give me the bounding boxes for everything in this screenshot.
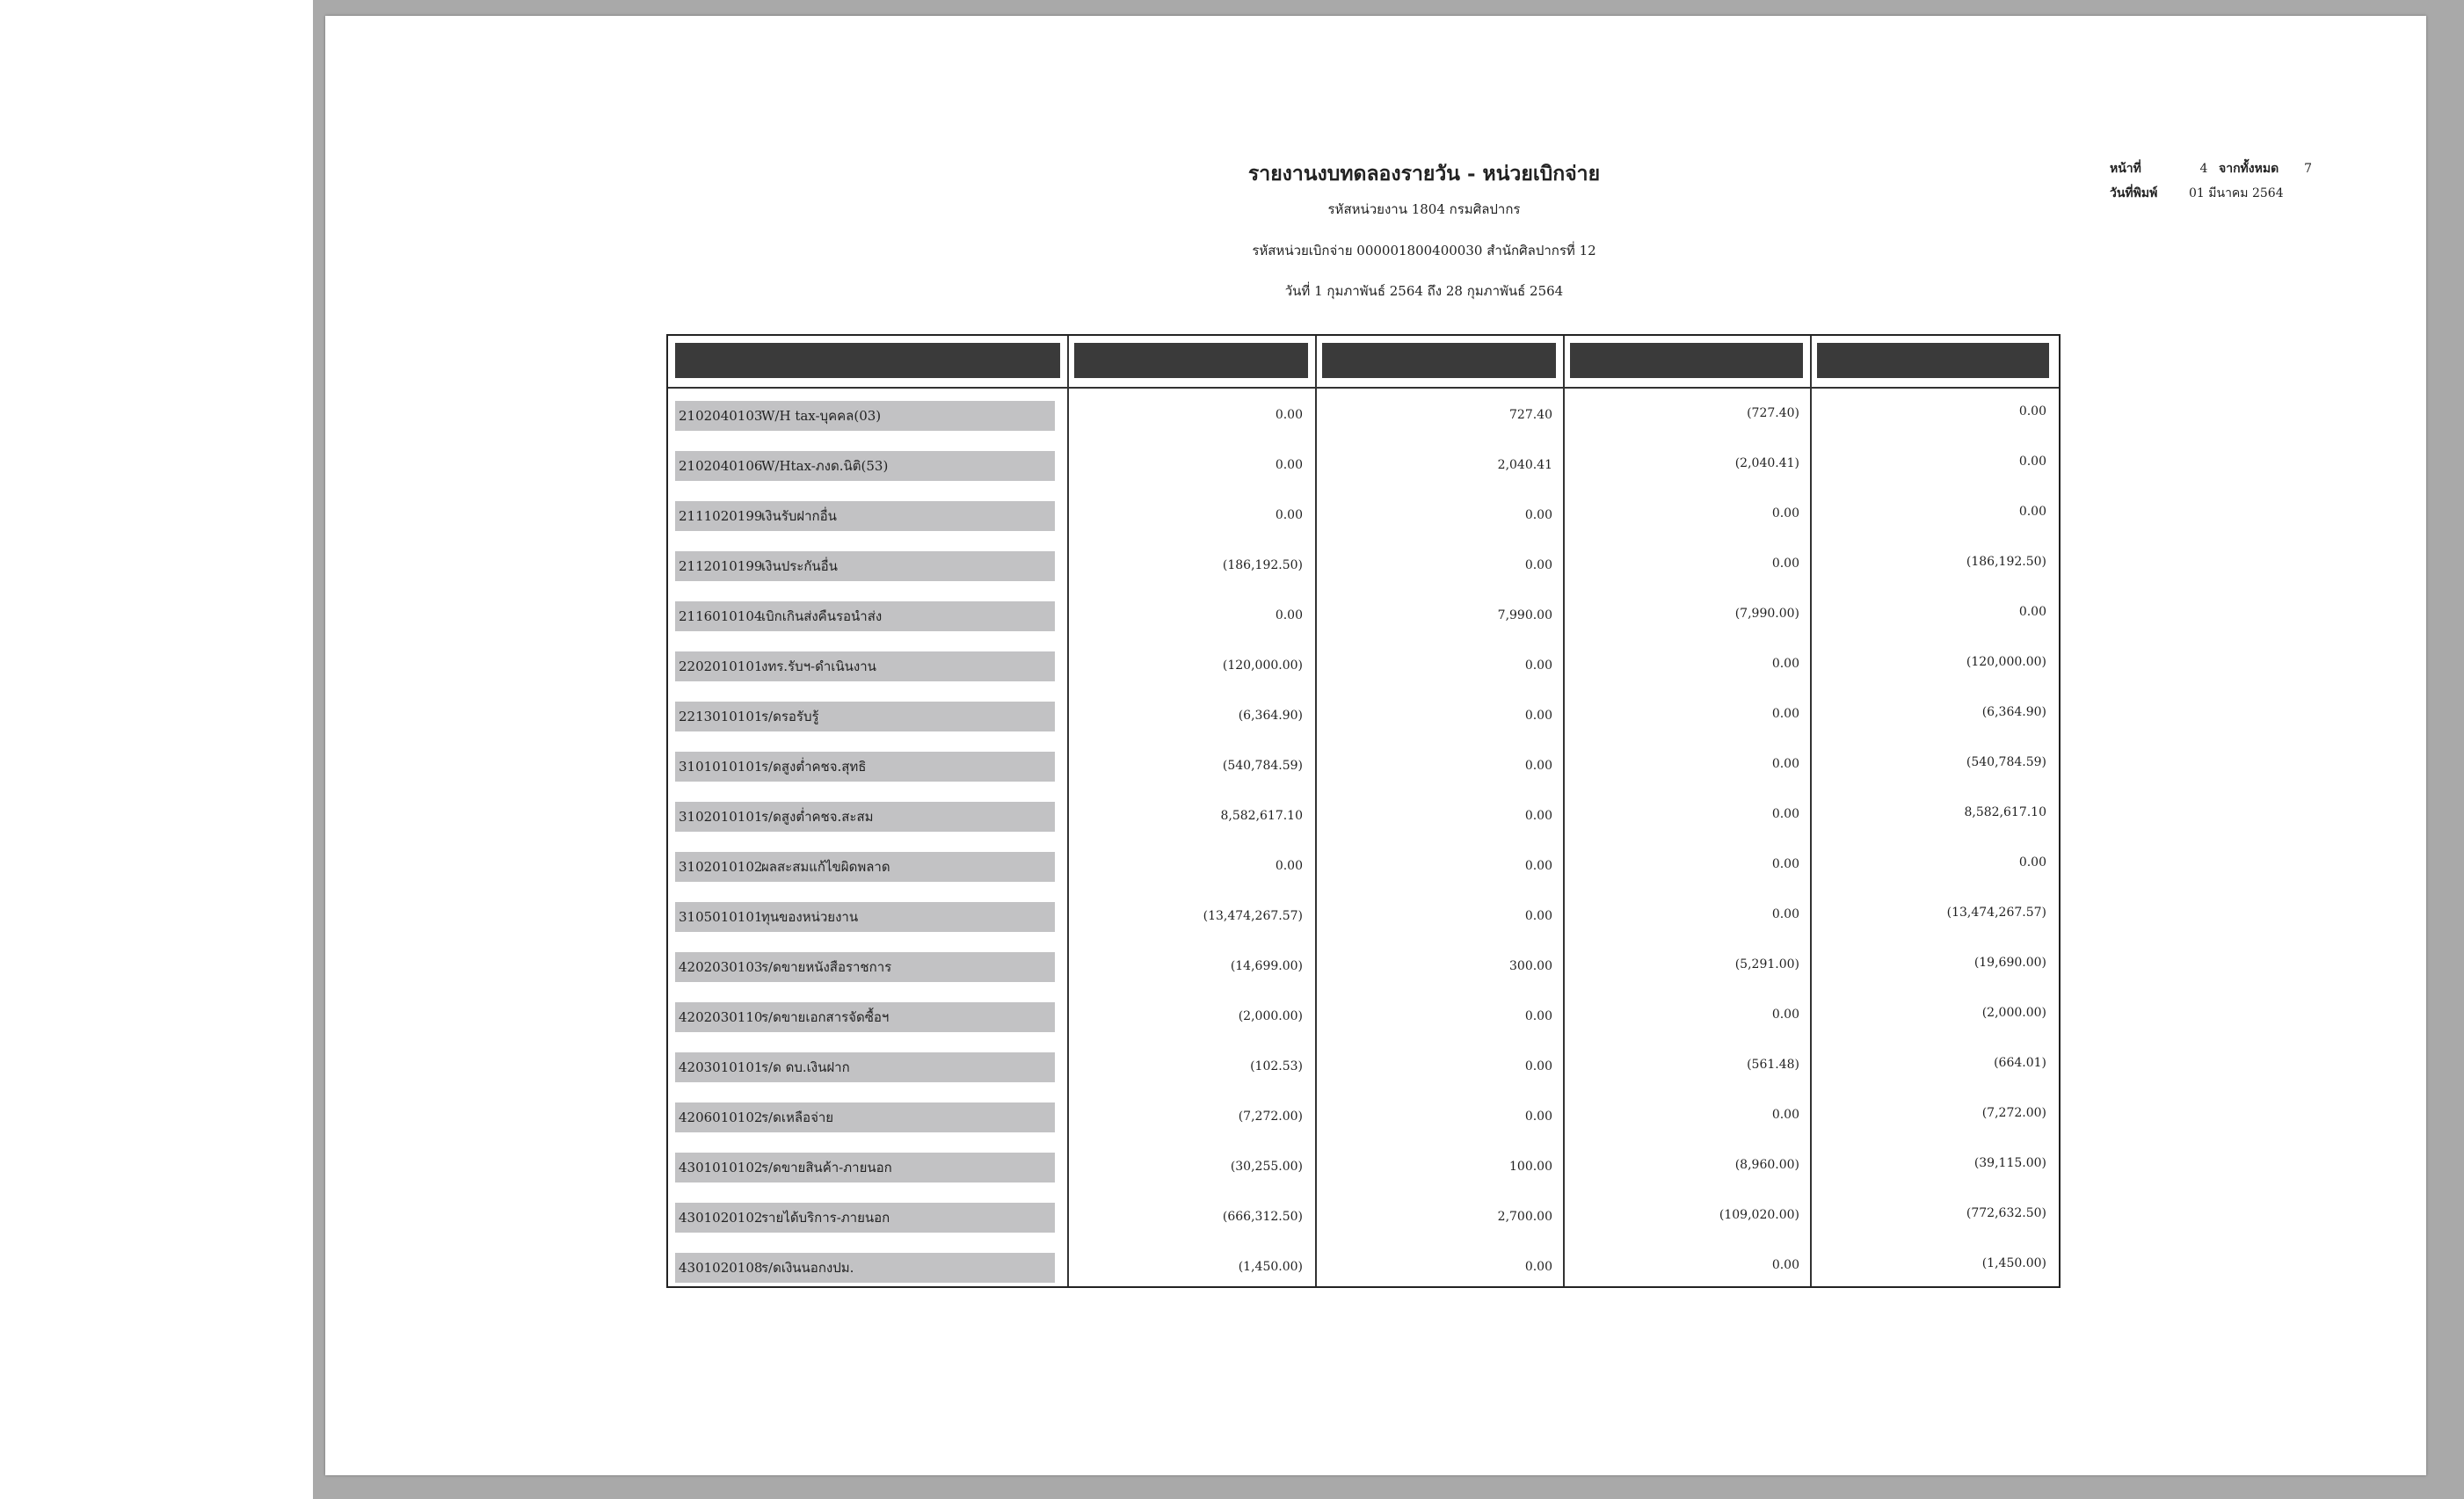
account-code: 3102010101 <box>679 809 763 825</box>
header-col3-blackout <box>1570 343 1803 378</box>
table-row <box>668 491 2059 541</box>
amount-cell-col4: 0.00 <box>2018 505 2046 519</box>
account-cell <box>675 501 1055 531</box>
amount-cell-col1: 0.00 <box>1275 408 1303 422</box>
table-row <box>668 1042 2059 1092</box>
account-name: งทร.รับฯ-ดำเนินงาน <box>761 659 876 674</box>
account-name: รายได้บริการ-ภายนอก <box>761 1210 890 1226</box>
amount-cell-col2: 0.00 <box>1524 759 1552 773</box>
amount-cell-col3: (8,960.00) <box>1734 1158 1799 1172</box>
account-code: 2111020199 <box>679 508 763 524</box>
amount-cell-col1: (14,699.00) <box>1230 959 1303 973</box>
account-code: 4301010102 <box>679 1160 763 1175</box>
page-meta <box>2110 156 2321 206</box>
account-cell <box>675 1253 1055 1283</box>
amount-cell-col4: (6,364.90) <box>1981 705 2046 719</box>
amount-cell-col1: (120,000.00) <box>1222 659 1303 673</box>
table-row <box>668 992 2059 1042</box>
amount-cell-col1: (7,272.00) <box>1238 1110 1303 1124</box>
amount-cell-col4: (120,000.00) <box>1966 655 2046 669</box>
account-code: 2202010101 <box>679 659 763 674</box>
table-row <box>668 440 2059 491</box>
amount-cell-col1: 0.00 <box>1275 508 1303 522</box>
account-name: ร/ดรอรับรู้ <box>761 709 819 724</box>
amount-cell-col3: 0.00 <box>1771 857 1799 871</box>
account-code: 4202030110 <box>679 1009 763 1025</box>
amount-cell-col3: 0.00 <box>1771 1108 1799 1122</box>
account-code: 4301020108 <box>679 1260 763 1276</box>
amount-cell-col1: (186,192.50) <box>1222 558 1303 572</box>
header-col2-blackout <box>1322 343 1556 378</box>
account-cell <box>675 551 1055 581</box>
account-name: ร/ด ดบ.เงินฝาก <box>761 1059 850 1075</box>
page-label: หน้าที่ <box>2110 162 2141 176</box>
print-date: 01 มีนาคม 2564 <box>2189 186 2284 200</box>
amount-cell-col3: 0.00 <box>1771 707 1799 721</box>
account-cell <box>675 852 1055 882</box>
account-cell <box>675 1052 1055 1082</box>
amount-cell-col2: 0.00 <box>1524 508 1552 522</box>
table-row <box>668 541 2059 591</box>
amount-cell-col1: 8,582,617.10 <box>1220 809 1303 823</box>
total-label: จากทั้งหมด <box>2219 162 2279 176</box>
amount-cell-col1: (6,364.90) <box>1238 709 1303 723</box>
amount-cell-col1: 0.00 <box>1275 458 1303 472</box>
account-code: 2102040106 <box>679 458 763 474</box>
table-row <box>668 741 2059 791</box>
account-name: ร/ดเงินนอกงปม. <box>761 1260 854 1276</box>
account-name: ร/ดขายเอกสารจัดซื้อฯ <box>761 1009 890 1025</box>
account-code: 4203010101 <box>679 1059 763 1075</box>
agency-line: รหัสหน่วยงาน 1804 กรมศิลปากร <box>1327 201 1521 217</box>
table-row <box>668 390 2059 440</box>
amount-cell-col4: (772,632.50) <box>1966 1206 2046 1220</box>
amount-cell-col2: 0.00 <box>1524 709 1552 723</box>
account-cell <box>675 902 1055 932</box>
table-row <box>668 1142 2059 1192</box>
account-cell <box>675 651 1055 681</box>
disbursement-unit-line: รหัสหน่วยเบิกจ่าย 000001800400030 สำนักศิลปากรที่ 12 <box>1252 243 1596 258</box>
account-name: W/H tax-บุคคล(03) <box>761 408 882 424</box>
account-code: 2116010104 <box>679 608 763 624</box>
total-pages: 7 <box>2304 162 2312 176</box>
account-name: ร/ดขายสินค้า-ภายนอก <box>761 1160 892 1175</box>
account-code: 4202030103 <box>679 959 763 975</box>
account-cell <box>675 752 1055 782</box>
amount-cell-col2: 0.00 <box>1524 1009 1552 1023</box>
account-code: 3105010101 <box>679 909 763 925</box>
header-col4-blackout <box>1817 343 2049 378</box>
table-row <box>668 891 2059 942</box>
amount-cell-col4: (2,000.00) <box>1981 1006 2046 1020</box>
amount-cell-col2: 0.00 <box>1524 909 1552 923</box>
amount-cell-col2: 727.40 <box>1509 408 1552 422</box>
header-col1-blackout <box>1074 343 1308 378</box>
amount-cell-col2: 0.00 <box>1524 558 1552 572</box>
print-date-label: วันที่พิมพ์ <box>2110 186 2158 200</box>
amount-cell-col3: (727.40) <box>1747 406 1799 420</box>
amount-cell-col1: (666,312.50) <box>1222 1210 1303 1224</box>
account-cell <box>675 1203 1055 1233</box>
amount-cell-col2: 2,700.00 <box>1497 1210 1552 1224</box>
amount-cell-col4: (19,690.00) <box>1973 956 2046 970</box>
amount-cell-col3: 0.00 <box>1771 1258 1799 1272</box>
amount-cell-col3: 0.00 <box>1771 907 1799 921</box>
account-cell <box>675 401 1055 431</box>
page-number: 4 <box>2199 162 2208 176</box>
print-date-row <box>2110 181 2321 206</box>
table-row <box>668 791 2059 841</box>
amount-cell-col4: (39,115.00) <box>1973 1156 2046 1170</box>
account-name: W/Htax-ภงด.นิติ(53) <box>761 458 889 474</box>
amount-cell-col1: (13,474,267.57) <box>1203 909 1303 923</box>
account-name: เบิกเกินส่งคืนรอนำส่ง <box>761 608 883 624</box>
date-range: วันที่ 1 กุมภาพันธ์ 2564 ถึง 28 กุมภาพันธ์ 2564 <box>1284 283 1564 299</box>
amount-cell-col4: (13,474,267.57) <box>1946 906 2046 920</box>
account-name: ร/ดเหลือจ่าย <box>761 1110 834 1125</box>
trial-balance-table <box>666 334 2061 1288</box>
amount-cell-col4: 0.00 <box>2018 855 2046 870</box>
report-title: รายงานงบทดลองรายวัน - หน่วยเบิกจ่าย <box>1247 162 1601 186</box>
table-row <box>668 691 2059 741</box>
table-row <box>668 841 2059 891</box>
account-name: ร/ดขายหนังสือราชการ <box>761 959 892 975</box>
account-cell <box>675 1153 1055 1182</box>
account-code: 2112010199 <box>679 558 763 574</box>
table-row <box>668 1242 2059 1292</box>
account-cell <box>675 702 1055 731</box>
table-row <box>668 942 2059 992</box>
amount-cell-col4: 0.00 <box>2018 605 2046 619</box>
header-account-blackout <box>675 343 1060 378</box>
amount-cell-col3: 0.00 <box>1771 1008 1799 1022</box>
amount-cell-col2: 0.00 <box>1524 1110 1552 1124</box>
account-code: 3101010101 <box>679 759 763 775</box>
amount-cell-col4: (186,192.50) <box>1966 555 2046 569</box>
amount-cell-col3: 0.00 <box>1771 657 1799 671</box>
amount-cell-col1: (2,000.00) <box>1238 1009 1303 1023</box>
amount-cell-col1: (30,255.00) <box>1230 1160 1303 1174</box>
amount-cell-col1: 0.00 <box>1275 859 1303 873</box>
account-code: 4206010102 <box>679 1110 763 1125</box>
account-cell <box>675 952 1055 982</box>
amount-cell-col2: 300.00 <box>1509 959 1552 973</box>
amount-cell-col4: 0.00 <box>2018 455 2046 469</box>
amount-cell-col1: (102.53) <box>1250 1059 1303 1073</box>
amount-cell-col3: (2,040.41) <box>1734 456 1799 470</box>
amount-cell-col3: (109,020.00) <box>1719 1208 1799 1222</box>
amount-cell-col3: 0.00 <box>1771 757 1799 771</box>
account-code: 2102040103 <box>679 408 763 424</box>
account-name: ทุนของหน่วยงาน <box>761 909 859 925</box>
account-code: 3102010102 <box>679 859 763 875</box>
account-code: 4301020102 <box>679 1210 763 1226</box>
account-code: 2213010101 <box>679 709 763 724</box>
account-name: ร/ดสูงต่ำคชจ.สุทธิ <box>761 759 867 775</box>
amount-cell-col3: 0.00 <box>1771 807 1799 821</box>
account-cell <box>675 451 1055 481</box>
amount-cell-col3: (7,990.00) <box>1734 607 1799 621</box>
amount-cell-col2: 0.00 <box>1524 859 1552 873</box>
amount-cell-col1: 0.00 <box>1275 608 1303 622</box>
amount-cell-col4: 0.00 <box>2018 404 2046 418</box>
table-row <box>668 1192 2059 1242</box>
amount-cell-col1: (1,450.00) <box>1238 1260 1303 1274</box>
amount-cell-col3: (5,291.00) <box>1734 957 1799 971</box>
amount-cell-col2: 100.00 <box>1509 1160 1552 1174</box>
amount-cell-col4: (540,784.59) <box>1966 755 2046 769</box>
amount-cell-col2: 2,040.41 <box>1497 458 1552 472</box>
amount-cell-col3: (561.48) <box>1747 1058 1799 1072</box>
amount-cell-col2: 7,990.00 <box>1497 608 1552 622</box>
header-divider <box>668 387 2059 389</box>
amount-cell-col4: (1,450.00) <box>1981 1256 2046 1270</box>
table-row <box>668 1092 2059 1142</box>
amount-cell-col3: 0.00 <box>1771 557 1799 571</box>
amount-cell-col4: (664.01) <box>1994 1056 2046 1070</box>
amount-cell-col4: 8,582,617.10 <box>1964 805 2046 819</box>
amount-cell-col1: (540,784.59) <box>1222 759 1303 773</box>
amount-cell-col2: 0.00 <box>1524 809 1552 823</box>
amount-cell-col2: 0.00 <box>1524 1059 1552 1073</box>
account-cell <box>675 802 1055 832</box>
table-row <box>668 591 2059 641</box>
amount-cell-col2: 0.00 <box>1524 1260 1552 1274</box>
account-name: เงินประกันอื่น <box>761 558 838 574</box>
account-name: ร/ดสูงต่ำคชจ.สะสม <box>761 809 874 825</box>
account-name: ผลสะสมแก้ไขผิดพลาด <box>761 859 890 875</box>
table-row <box>668 641 2059 691</box>
account-cell <box>675 1102 1055 1132</box>
amount-cell-col2: 0.00 <box>1524 659 1552 673</box>
account-cell <box>675 1002 1055 1032</box>
amount-cell-col3: 0.00 <box>1771 506 1799 520</box>
amount-cell-col4: (7,272.00) <box>1981 1106 2046 1120</box>
account-cell <box>675 601 1055 631</box>
account-name: เงินรับฝากอื่น <box>761 508 837 524</box>
page-counter <box>2110 156 2321 181</box>
